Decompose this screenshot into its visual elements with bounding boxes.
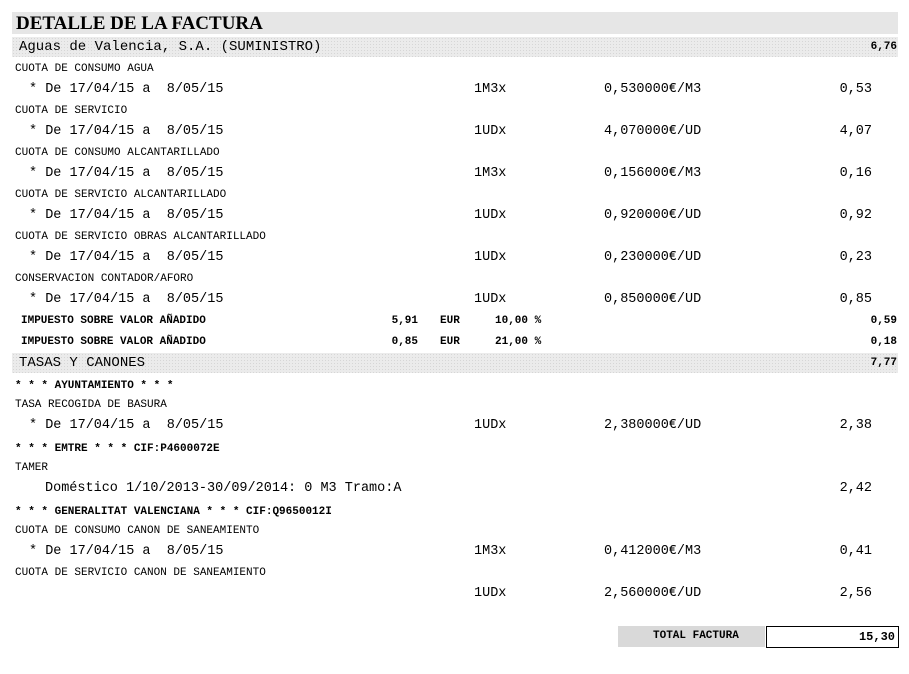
quantity: 1UDx (474, 418, 507, 433)
amount: 0,92 (839, 208, 872, 223)
amount: 2,56 (839, 586, 872, 601)
page-title: DETALLE DE LA FACTURA (16, 13, 263, 34)
tariff-detail: Doméstico 1/10/2013-30/09/2014: 0 M3 Tramo:A (45, 481, 402, 496)
unit-price: 4,070000€/UD (604, 124, 702, 139)
concept-label: TAMER (15, 462, 49, 474)
tax-currency: EUR (440, 336, 460, 348)
concept-label: CUOTA DE CONSUMO AGUA (15, 63, 154, 75)
tax-currency: EUR (440, 315, 460, 327)
quantity: 1UDx (474, 250, 507, 265)
unit-price: 0,920000€/UD (604, 208, 702, 223)
unit-price: 0,850000€/UD (604, 292, 702, 307)
unit-price: 0,530000€/M3 (604, 82, 702, 97)
entity-header-ayuntamiento: * * * AYUNTAMIENTO * * * (15, 380, 174, 392)
quantity: 1UDx (474, 124, 507, 139)
tax-rate: 10,00 % (495, 315, 542, 327)
period: * De 17/04/15 a 8/05/15 (29, 544, 224, 559)
tax-base: 0,85 (391, 336, 418, 348)
amount: 2,38 (839, 418, 872, 433)
quantity: 1M3x (474, 544, 507, 559)
tax-label: IMPUESTO SOBRE VALOR AÑADIDO (21, 315, 206, 327)
concept-label: TASA RECOGIDA DE BASURA (15, 399, 167, 411)
unit-price: 0,230000€/UD (604, 250, 702, 265)
total-value: 15,30 (858, 630, 895, 644)
amount: 0,16 (839, 166, 872, 181)
entity-header-emtre: * * * EMTRE * * * CIF:P4600072E (15, 443, 220, 455)
concept-label: CUOTA DE CONSUMO ALCANTARILLADO (15, 147, 220, 159)
unit-price: 0,412000€/M3 (604, 544, 702, 559)
tax-label: IMPUESTO SOBRE VALOR AÑADIDO (21, 336, 206, 348)
period: * De 17/04/15 a 8/05/15 (29, 124, 224, 139)
concept-label: CUOTA DE SERVICIO ALCANTARILLADO (15, 189, 227, 201)
unit-price: 2,380000€/UD (604, 418, 702, 433)
amount: 2,42 (839, 481, 872, 496)
quantity: 1UDx (474, 586, 507, 601)
period: * De 17/04/15 a 8/05/15 (29, 208, 224, 223)
quantity: 1M3x (474, 82, 507, 97)
section-title-tasas: TASAS Y CANONES (19, 355, 146, 371)
tax-rate: 21,00 % (495, 336, 542, 348)
tax-amount: 0,59 (870, 315, 897, 327)
tax-amount: 0,18 (870, 336, 897, 348)
quantity: 1M3x (474, 166, 507, 181)
tax-base: 5,91 (391, 315, 418, 327)
concept-label: CONSERVACION CONTADOR/AFORO (15, 273, 194, 285)
period: * De 17/04/15 a 8/05/15 (29, 250, 224, 265)
quantity: 1UDx (474, 208, 507, 223)
period: * De 17/04/15 a 8/05/15 (29, 166, 224, 181)
period: * De 17/04/15 a 8/05/15 (29, 292, 224, 307)
section-title-suministro: Aguas de Valencia, S.A. (SUMINISTRO) (19, 39, 322, 55)
section-total-tasas: 7,77 (870, 357, 897, 369)
amount: 0,53 (839, 82, 872, 97)
unit-price: 2,560000€/UD (604, 586, 702, 601)
total-label: TOTAL FACTURA (653, 630, 739, 642)
quantity: 1UDx (474, 292, 507, 307)
concept-label: CUOTA DE SERVICIO OBRAS ALCANTARILLADO (15, 231, 266, 243)
entity-header-generalitat: * * * GENERALITAT VALENCIANA * * * CIF:Q9650012I (15, 506, 332, 518)
period: * De 17/04/15 a 8/05/15 (29, 82, 224, 97)
concept-label: CUOTA DE SERVICIO CANON DE SANEAMIENTO (15, 567, 266, 579)
section-total-suministro: 6,76 (870, 41, 897, 53)
amount: 0,85 (839, 292, 872, 307)
amount: 4,07 (839, 124, 872, 139)
amount: 0,23 (839, 250, 872, 265)
concept-label: CUOTA DE CONSUMO CANON DE SANEAMIENTO (15, 525, 260, 537)
unit-price: 0,156000€/M3 (604, 166, 702, 181)
concept-label: CUOTA DE SERVICIO (15, 105, 128, 117)
period: * De 17/04/15 a 8/05/15 (29, 418, 224, 433)
amount: 0,41 (839, 544, 872, 559)
